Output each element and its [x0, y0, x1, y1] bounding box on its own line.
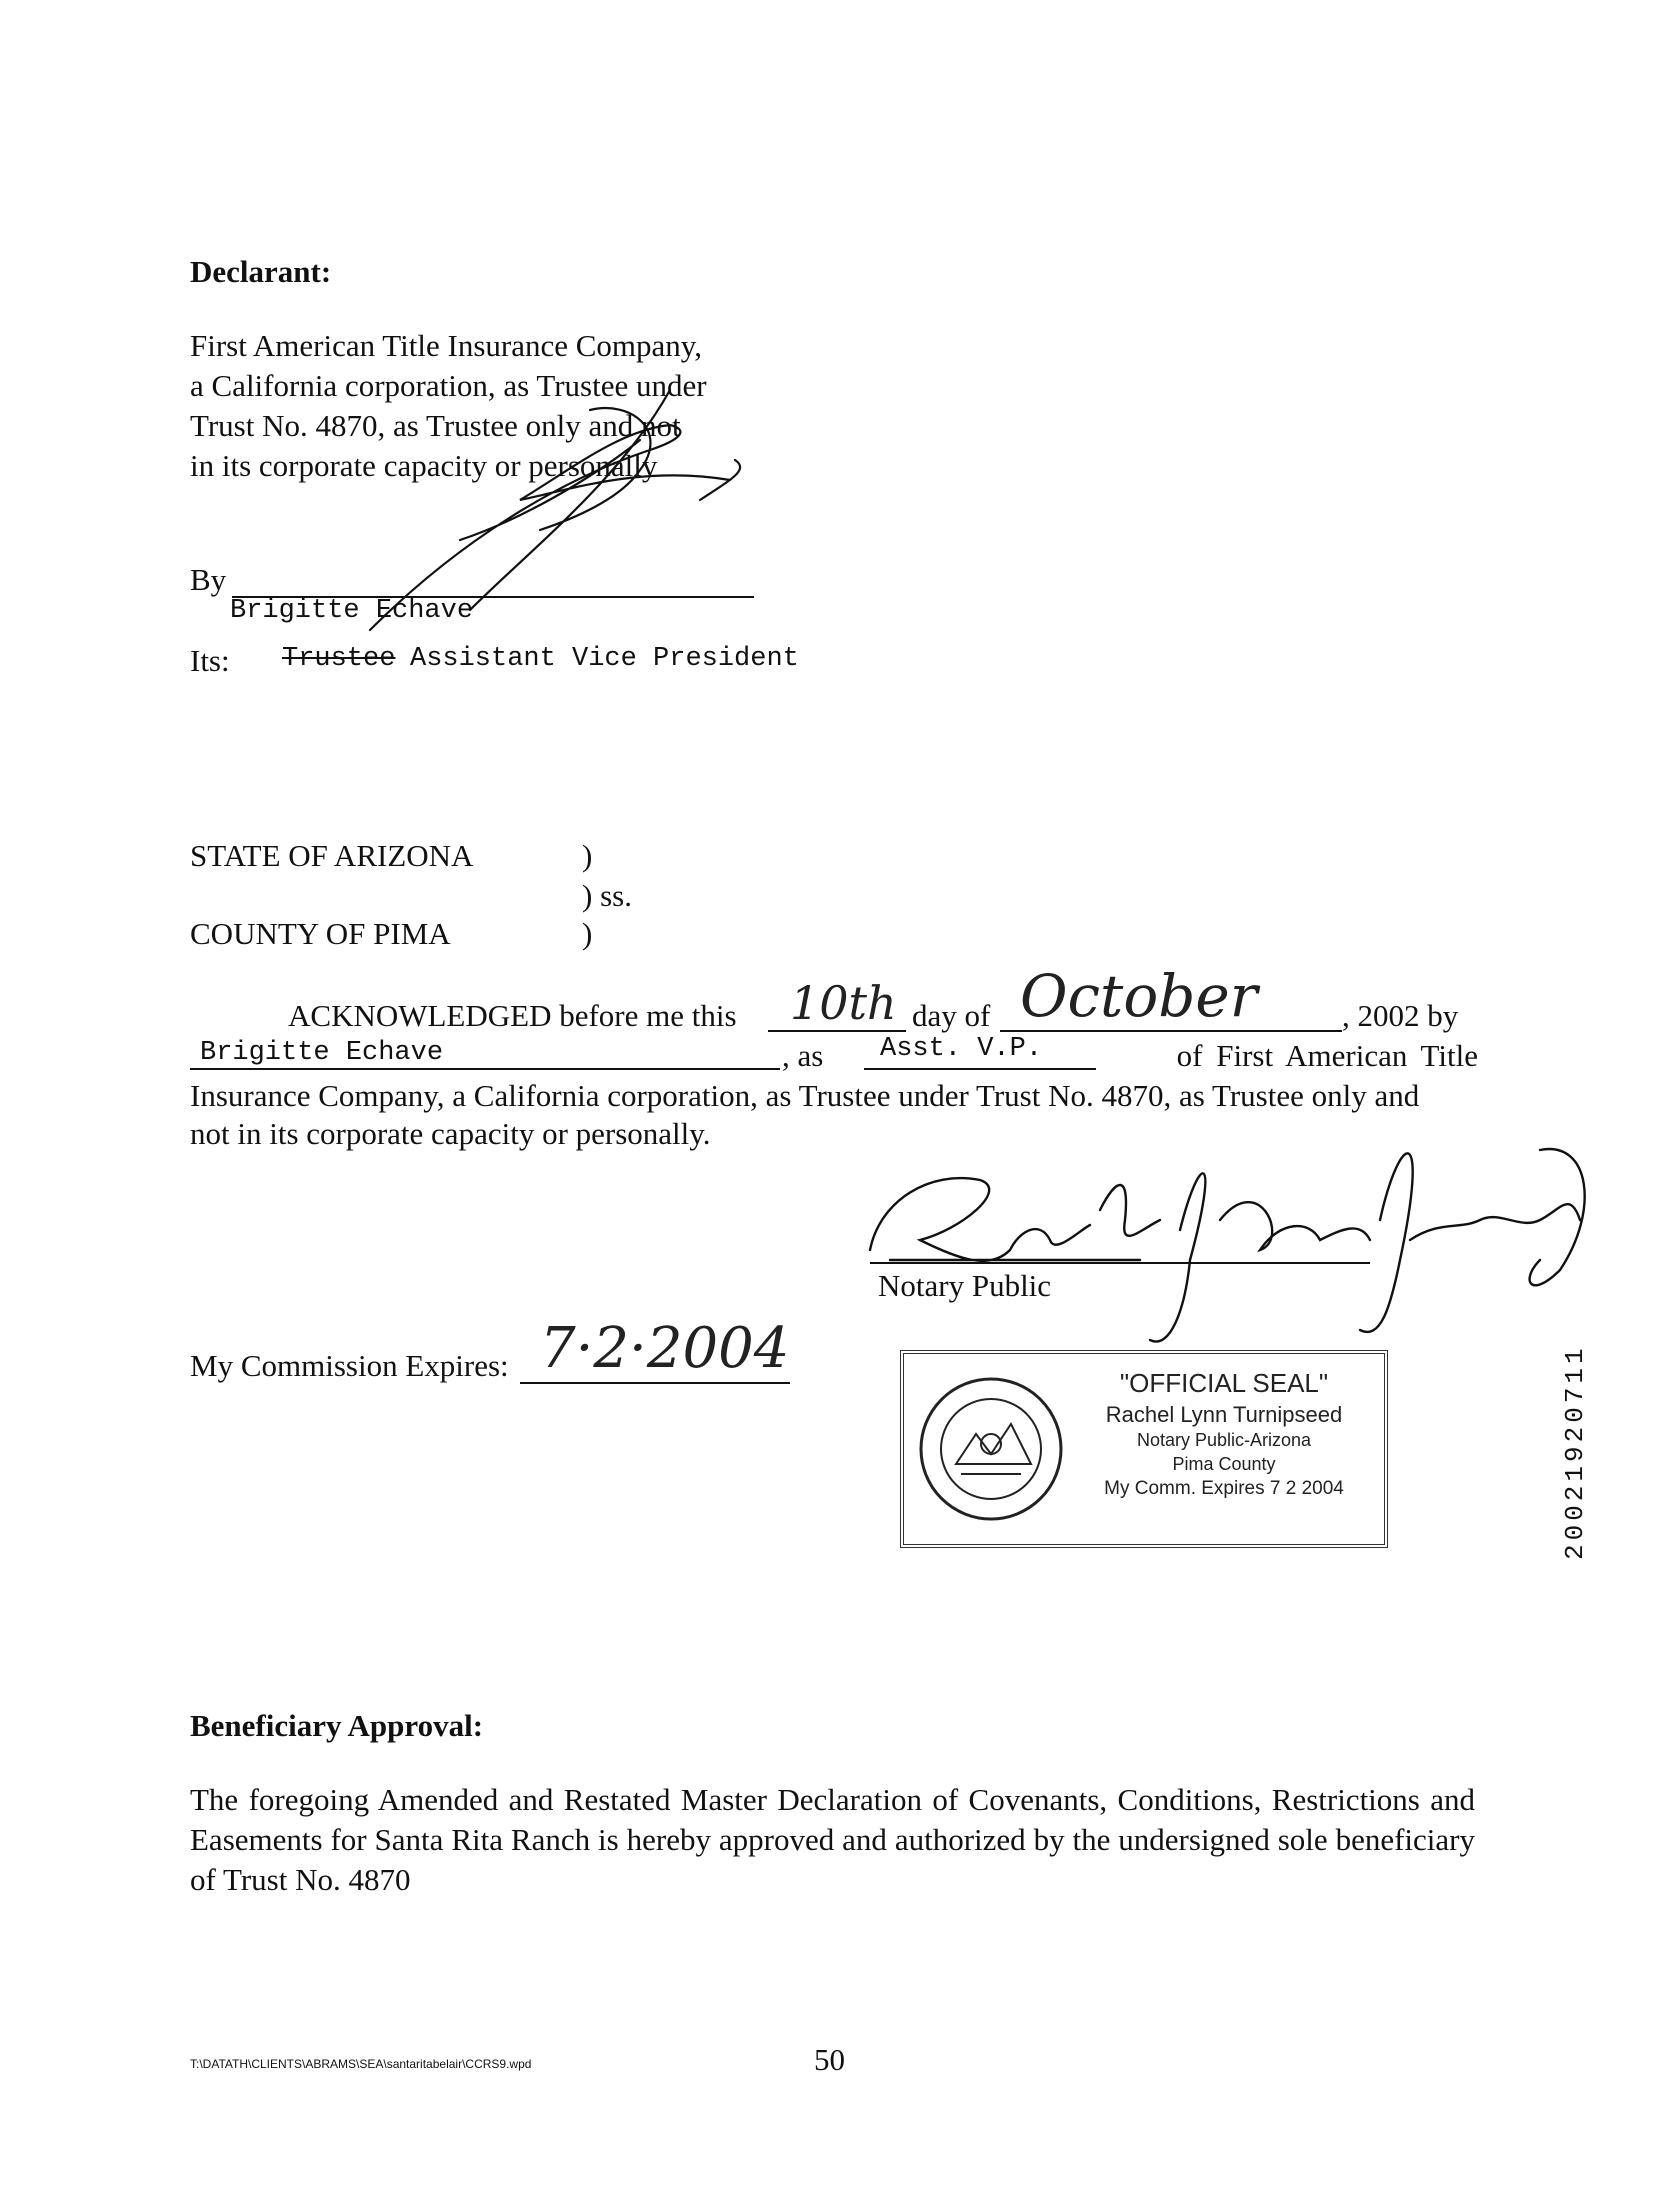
beneficiary-heading: Beneficiary Approval: [190, 1708, 484, 1743]
page-number: 50 [814, 2042, 845, 2077]
ack-day: 10th [790, 976, 897, 1030]
its-label: Its: [190, 643, 230, 678]
commission-date: 7·2·2004 [540, 1316, 790, 1381]
beneficiary-text: The foregoing Amended and Restated Master Declaration of Covenants, Conditions, Restrictions and Easements for Santa Rita Ranch is hereby approved and authorized by the undersigned sole beneficiary of Trust No. 4870 [190, 1782, 1475, 1897]
declarant-line: Trust No. 4870, as Trustee only and not [190, 408, 681, 443]
ack-month: October [1020, 962, 1258, 1030]
notary-label: Notary Public [878, 1268, 1052, 1303]
ack-name: Brigitte Echave [200, 1038, 444, 1068]
ack-day-of: day of [912, 998, 991, 1033]
footer-file-path: T:\DATATH\CLIENTS\ABRAMS\SEA\santaritabelair\CCRS9.wpd [190, 2057, 532, 2071]
ack-title-line [864, 1068, 1096, 1070]
declarant-signature [340, 370, 760, 640]
ack-as: , as [782, 1038, 824, 1073]
by-label: By [190, 562, 227, 597]
ack-line4: not in its corporate capacity or personally. [190, 1116, 711, 1151]
ack-year-by: , 2002 by [1342, 998, 1459, 1033]
declarant-line: a California corporation, as Trustee under [190, 368, 707, 403]
its-struck-title: Trustee [282, 644, 396, 674]
commission-label: My Commission Expires: [190, 1348, 509, 1383]
venue-paren: ) [582, 916, 593, 951]
declarant-line: in its corporate capacity or personally [190, 448, 658, 483]
ack-of: of First American Title [1176, 1038, 1478, 1073]
seal-county: Pima County [1172, 1454, 1276, 1474]
ack-month-line [1000, 1030, 1342, 1032]
venue-ss: ) ss. [582, 878, 632, 913]
ack-lead: ACKNOWLEDGED before me this [288, 998, 737, 1033]
ack-title: Asst. V.P. [880, 1034, 1043, 1064]
venue-county: COUNTY OF PIMA [190, 916, 451, 951]
arizona-seal-icon [916, 1374, 1066, 1524]
seal-expiration: My Comm. Expires 7 2 2004 [1104, 1478, 1344, 1499]
its-title: Assistant Vice President [410, 644, 799, 674]
official-seal-stamp [900, 1350, 1388, 1548]
commission-line [520, 1382, 790, 1384]
ack-line3: Insurance Company, a California corporation, as Trustee under Trust No. 4870, as Trustee only and [190, 1078, 1420, 1113]
margin-recording-number: 20021920711 [1560, 1344, 1590, 1560]
seal-notary-state: Notary Public-Arizona [1136, 1430, 1312, 1450]
declarant-line: First American Title Insurance Company, [190, 328, 703, 363]
notary-signature [840, 1110, 1600, 1350]
seal-title: "OFFICIAL SEAL" [1119, 1368, 1329, 1398]
signer-name: Brigitte Echave [230, 596, 474, 626]
ack-name-line [190, 1068, 780, 1070]
ack-day-line [768, 1030, 906, 1032]
venue-state: STATE OF ARIZONA [190, 838, 474, 873]
seal-notary-name: Rachel Lynn Turnipseed [1105, 1402, 1343, 1427]
notary-signature-line [870, 1262, 1370, 1264]
venue-paren: ) [582, 838, 593, 873]
declarant-heading: Declarant: [190, 254, 332, 289]
